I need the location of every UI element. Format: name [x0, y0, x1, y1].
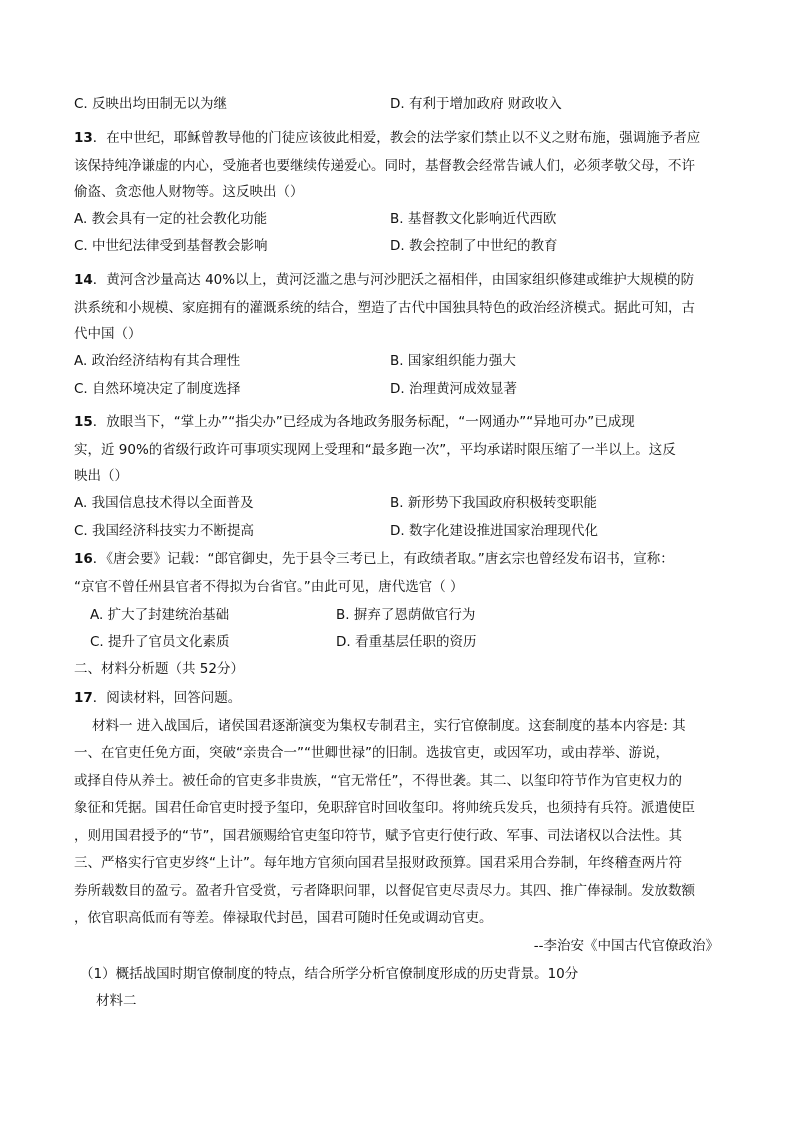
- q16-option-a: A. 扩大了封建统治基础: [90, 607, 230, 623]
- material-1-line-2: 一、在官吏任免方面，突破“亲贵合一”“世卿世禄”的旧制。选拔官吏，或因军功，或由荐举、游说，: [74, 745, 669, 761]
- q17-intro-line: [74, 688, 241, 708]
- q16-option-b: B. 摒弃了恩荫做官行为: [336, 607, 476, 623]
- q13-stem-line-3: 偷盗、贪恋他人财物等。这反映出（）: [74, 184, 304, 200]
- q16-stem-text-1: ．《唐会要》记载：“郎官御史，先于县令三考已上，有政绩者取。”唐玄宗也曾经发布诏书，宣称：: [92, 551, 674, 567]
- q13-stem-line-2: 该保持纯净谦虚的内心，受施者也要继续传递爱心。同时，基督教会经常告诫人们，必须孝敬父母，不许: [74, 158, 695, 174]
- q16-number: 16: [74, 551, 93, 567]
- q15-number: 15: [74, 414, 93, 430]
- q14-number: 14: [74, 272, 93, 288]
- q14-option-d: D. 治理黄河成效显著: [390, 381, 517, 397]
- material-1-line-3: 或择自侍从养士。被任命的官吏多非贵族，“官无常任”，不得世袭。其二、以玺印符节作为官吏权力的: [74, 773, 682, 789]
- material-1-line-4: 象征和凭据。国君任命官吏时授予玺印，免职辞官时回收玺印。将帅统兵发兵，也须持有兵符。派遣使臣: [74, 800, 695, 816]
- q12-option-d: D. 有利于增加政府 财政收入: [390, 96, 562, 112]
- q16-stem-line-2: “京官不曾任州县官者不得拟为台省官。”由此可见，唐代选官（ ）: [74, 579, 464, 595]
- q13-stem-line-1: [74, 128, 700, 148]
- q12-option-c: C. 反映出均田制无以为继: [74, 96, 228, 112]
- q14-option-a: A. 政治经济结构有其合理性: [74, 353, 241, 369]
- q14-stem-line-1: [74, 270, 694, 290]
- material-1-line-5: ，则用国君授予的“节”，国君颁赐给官吏玺印符节，赋予官吏行使行政、军事、司法诸权以合法性。其: [74, 828, 682, 844]
- q14-stem-text-1: ．黄河含沙量高达 40%以上，黄河泛滥之患与河沙肥沃之福相伴，由国家组织修建或维护大规模的防: [92, 272, 695, 288]
- q15-stem-text-1: ．放眼当下，“掌上办”“指尖办”已经成为各地政务服务标配，“一网通办”“异地可办”已成现: [92, 414, 635, 430]
- section-2-title: 二、材料分析题（共 52分）: [74, 661, 244, 677]
- q15-stem-line-3: 映出（）: [74, 468, 128, 484]
- q15-option-d: D. 数字化建设推进国家治理现代化: [390, 523, 598, 539]
- q17-number: 17: [74, 690, 93, 706]
- q15-option-a: A. 我国信息技术得以全面普及: [74, 495, 254, 511]
- q17-subquestion-1: （1）概括战国时期官僚制度的特点，结合所学分析官僚制度形成的历史背景。10分: [80, 966, 579, 982]
- q14-stem-line-3: 代中国（）: [74, 326, 142, 342]
- q15-option-b: B. 新形势下我国政府积极转变职能: [390, 495, 597, 511]
- q14-option-c: C. 自然环境决定了制度选择: [74, 381, 241, 397]
- q16-stem-line-1: [74, 549, 674, 569]
- q13-number: 13: [74, 130, 93, 146]
- q13-stem-text-1: ．在中世纪，耶稣曾教导他的门徒应该彼此相爱，教会的法学家们禁止以不义之财布施，强调施予者应: [92, 130, 701, 146]
- material-1-line-1: 材料一 进入战国后，诸侯国君逐渐演变为集权专制君主，实行官僚制度。这套制度的基本内容是: 其: [92, 718, 686, 734]
- q14-stem-line-2: 洪系统和小规模、家庭拥有的灌溉系统的结合，塑造了古代中国独具特色的政治经济模式。据此可知，古: [74, 300, 695, 316]
- material-1-line-6: 三、严格实行官吏岁终“上计”。每年地方官须向国君呈报财政预算。国君采用合券制，年终稽查两片符: [74, 855, 682, 871]
- q13-option-a: A. 教会具有一定的社会教化功能: [74, 211, 268, 227]
- q16-option-d: D. 看重基层任职的资历: [336, 634, 477, 650]
- q13-option-b: B. 基督教文化影响近代西欧: [390, 211, 557, 227]
- q15-stem-line-1: [74, 412, 635, 432]
- material-1-line-7: 券所载数目的盈亏。盈者升官受赏，亏者降职问罪，以督促官吏尽责尽力。其四、推广俸禄制。发放数额: [74, 883, 695, 899]
- q13-option-c: C. 中世纪法律受到基督教会影响: [74, 238, 268, 254]
- q17-intro-text: ．阅读材料，回答问题。: [92, 690, 242, 706]
- material-2-heading: 材料二: [96, 993, 137, 1009]
- q15-option-c: C. 我国经济科技实力不断提高: [74, 523, 255, 539]
- q15-stem-line-2: 实，近 90%的省级行政许可事项实现网上受理和“最多跑一次”，平均承诺时限压缩了一半以上。这反: [74, 442, 676, 458]
- q14-option-b: B. 国家组织能力强大: [390, 353, 516, 369]
- material-1-source: --李治安《中国古代官僚政治》: [533, 938, 719, 954]
- q13-option-d: D. 教会控制了中世纪的教育: [390, 238, 558, 254]
- material-1-line-8: ，依官职高低而有等差。俸禄取代封邑，国君可随时任免或调动官吏。: [74, 910, 493, 926]
- q16-option-c: C. 提升了官员文化素质: [90, 634, 230, 650]
